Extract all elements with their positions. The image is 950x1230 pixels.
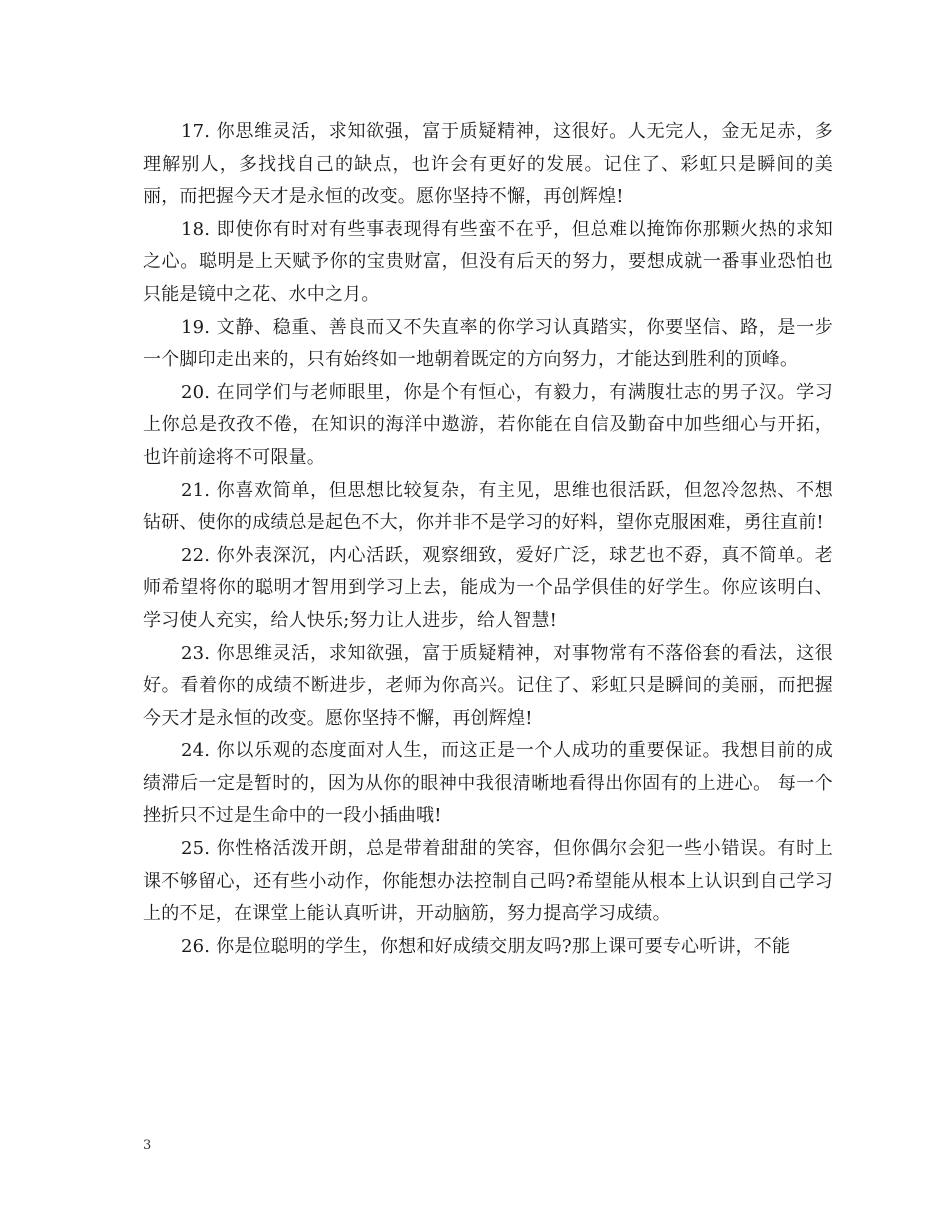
paragraph-25: 25. 你性格活泼开朗，总是带着甜甜的笑容，但你偶尔会犯一些小错误。有时上课不够留心，还有些小动作，你能想办法控制自己吗?希望能从根本上认识到自己学习上的不足，在课堂上能认真听讲，开动脑筋，努力提高学习成绩。 [143, 838, 833, 925]
page-number: 3 [143, 1138, 152, 1153]
paragraph-22: 22. 你外表深沉，内心活跃，观察细致，爱好广泛，球艺也不孬，真不简单。老师希望将你的聪明才智用到学习上去，能成为一个品学俱佳的好学生。你应该明白、学习使人充实，给人快乐;努力让人进步，给人智慧! [143, 544, 833, 631]
paragraph-24: 24. 你以乐观的态度面对人生，而这正是一个人成功的重要保证。我想目前的成绩滞后一定是暂时的，因为从你的眼神中我很清晰地看得出你固有的上进心。 每一个挫折只不过是生命中的一段小插曲哦! [143, 740, 833, 827]
paragraph-20: 20. 在同学们与老师眼里，你是个有恒心，有毅力，有满腹壮志的男子汉。学习上你总是孜孜不倦，在知识的海洋中遨游，若你能在自信及勤奋中加些细心与开拓，也许前途将不可限量。 [143, 381, 833, 468]
paragraph-17: 17. 你思维灵活，求知欲强，富于质疑精神，这很好。人无完人，金无足赤，多理解别人，多找找自己的缺点，也许会有更好的发展。记住了、彩虹只是瞬间的美丽，而把握今天才是永恒的改变。愿你坚持不懈，再创辉煌! [143, 121, 833, 208]
paragraph-23: 23. 你思维灵活，求知欲强，富于质疑精神，对事物常有不落俗套的看法，这很好。看着你的成绩不断进步，老师为你高兴。记住了、彩虹只是瞬间的美丽，而把握今天才是永恒的改变。愿你坚持不懈，再创辉煌! [143, 642, 833, 729]
paragraph-21: 21. 你喜欢简单，但思想比较复杂，有主见，思维也很活跃，但忽冷忽热、不想钻研、使你的成绩总是起色不大，你并非不是学习的好料，望你克服困难，勇往直前! [143, 479, 833, 534]
document-body [143, 116, 833, 963]
paragraph-18: 18. 即使你有时对有些事表现得有些蛮不在乎，但总难以掩饰你那颗火热的求知之心。聪明是上天赋予你的宝贵财富，但没有后天的努力，要想成就一番事业恐怕也只能是镜中之花、水中之月。 [143, 218, 833, 305]
paragraph-19: 19. 文静、稳重、善良而又不失直率的你学习认真踏实，你要坚信、路，是一步一个脚印走出来的，只有始终如一地朝着既定的方向努力，才能达到胜利的顶峰。 [143, 316, 833, 371]
paragraph-26: 26. 你是位聪明的学生，你想和好成绩交朋友吗?那上课可要专心听讲，不能 [181, 935, 791, 957]
